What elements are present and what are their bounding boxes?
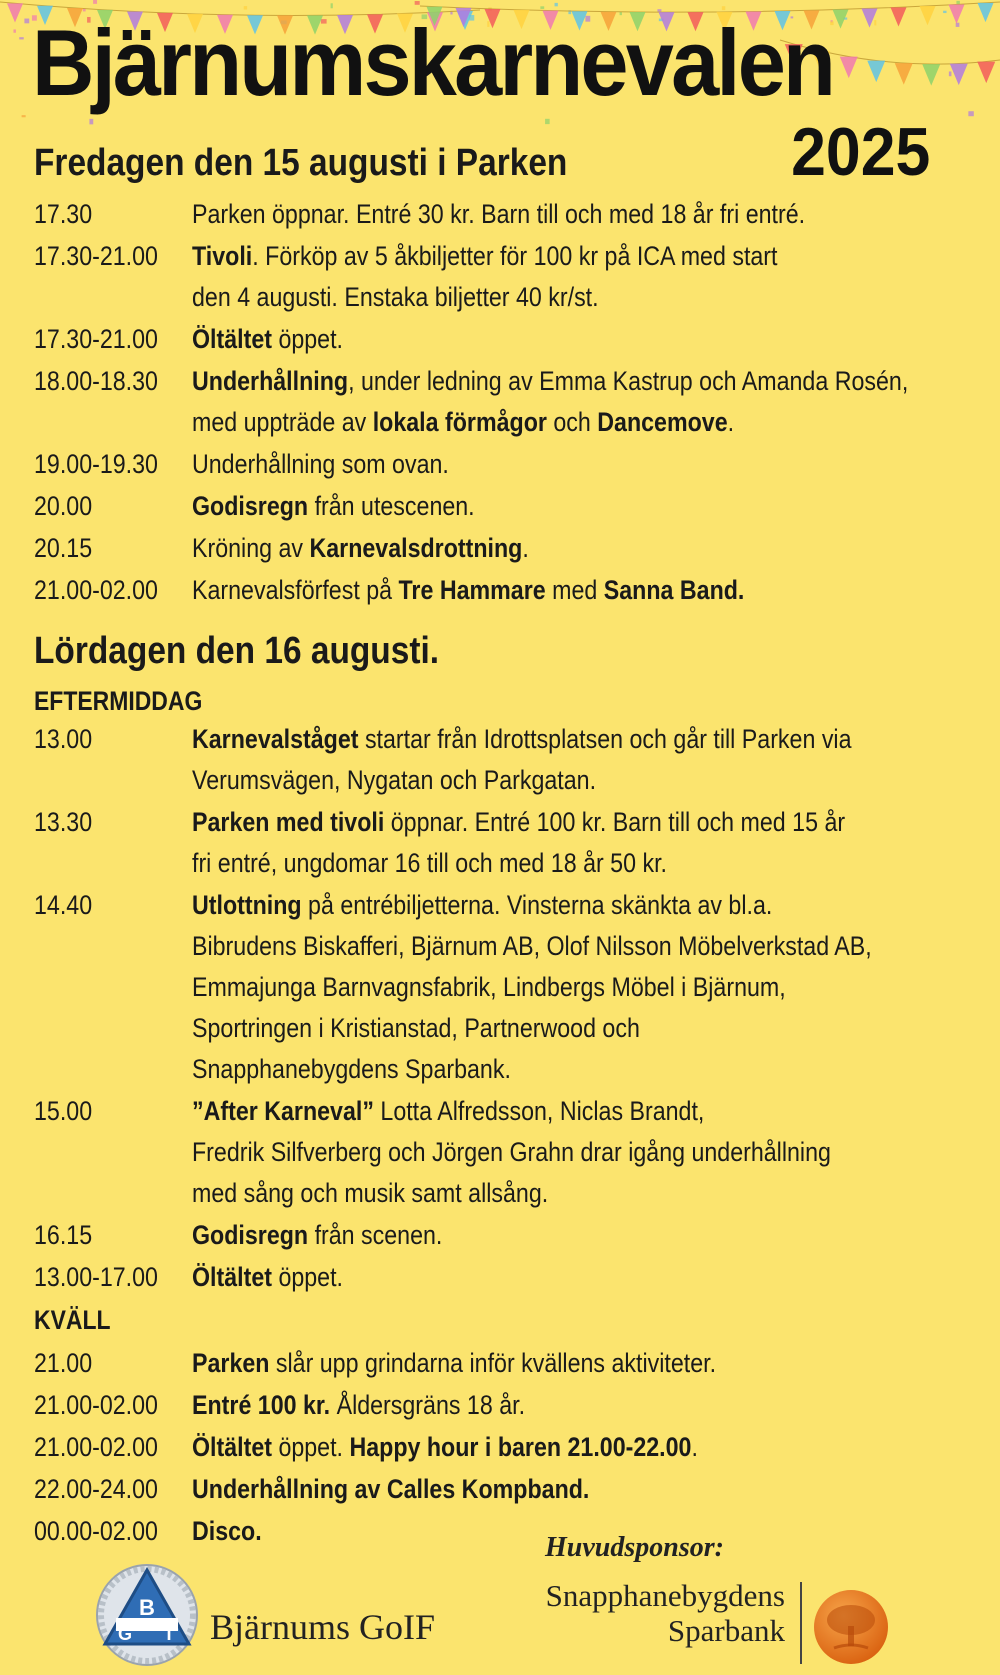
highlight-text: Öltältet: [192, 324, 272, 354]
highlight-text: Dancemove: [597, 407, 728, 437]
confetti-piece: [13, 29, 15, 32]
description-text: .: [691, 1432, 698, 1462]
schedule-description: [192, 361, 966, 443]
schedule-time: 20.00: [34, 491, 93, 521]
highlight-text: Öltältet: [192, 1432, 272, 1462]
svg-text:G: G: [117, 1624, 133, 1644]
description-text: Lotta Alfredsson, Niclas Brandt,: [373, 1096, 705, 1126]
highlight-text: Godisregn: [192, 1220, 309, 1250]
confetti-piece: [24, 19, 29, 24]
confetti-piece: [874, 20, 876, 25]
description-text: Sportringen i Kristianstad, Partnerwood och: [192, 1013, 640, 1043]
description-line: [192, 402, 966, 443]
pennant-flag: [950, 64, 968, 86]
description-text: Bibrudens Biskafferi, Bjärnum AB, Olof Nilsson Möbelverkstad AB,: [192, 931, 872, 961]
friday-heading: Fredagen den 15 augusti i Parken: [34, 142, 568, 184]
sponsor-divider: [800, 1582, 802, 1664]
highlight-text: Disco.: [192, 1516, 262, 1546]
description-text: Åldersgräns 18 år.: [330, 1390, 526, 1420]
pennant-flag: [978, 3, 994, 22]
description-line: [192, 967, 966, 1008]
afternoon-label: EFTERMIDDAG: [34, 686, 203, 716]
sponsor-name-line1: Snapphanebygdens: [545, 1578, 785, 1613]
description-text: på entrébiljetterna. Vinsterna skänkta av bl.a.: [301, 890, 773, 920]
description-line: [192, 1091, 966, 1132]
schedule-time: 21.00-02.00: [34, 575, 158, 605]
description-text: Fredrik Silfverberg och Jörgen Grahn drar igång underhållning: [192, 1137, 831, 1167]
pennant-flag: [949, 5, 965, 24]
description-line: [192, 719, 966, 760]
description-line: [192, 1257, 966, 1298]
sponsor-name: [546, 1578, 785, 1648]
schedule-time: 14.40: [34, 890, 93, 920]
description-line: [192, 760, 966, 801]
description-text: Underhållning som ovan.: [192, 449, 449, 479]
confetti-piece: [949, 71, 952, 76]
description-line: [192, 1132, 966, 1173]
schedule-time: 13.00: [34, 724, 93, 754]
highlight-text: Karnevalsdrottning: [309, 533, 523, 563]
highlight-text: Underhållning: [192, 366, 349, 396]
highlight-text: ”After Karneval”: [192, 1096, 374, 1126]
highlight-text: Tre Hammare: [398, 575, 546, 605]
description-text: , under ledning av Emma Kastrup och Amanda Rosén,: [348, 366, 909, 396]
schedule-description: [192, 194, 966, 235]
saturday-heading: Lördagen den 16 augusti.: [34, 630, 440, 672]
oak-tree-icon: [812, 1588, 890, 1666]
description-text: . Förköp av 5 åkbiljetter för 100 kr på ICA med start: [252, 241, 778, 271]
schedule-time: 13.30: [34, 807, 93, 837]
description-line: [192, 843, 966, 884]
confetti-piece: [956, 23, 960, 27]
description-text: den 4 augusti. Enstaka biljetter 40 kr/st.: [192, 282, 599, 312]
pennant-flag: [920, 6, 936, 25]
description-line: [192, 802, 966, 843]
svg-text:I: I: [166, 1624, 172, 1644]
highlight-text: Parken med tivoli: [192, 807, 385, 837]
schedule-description: [192, 528, 966, 569]
highlight-text: Underhållning av Calles Kompband.: [192, 1474, 590, 1504]
schedule-time: 19.00-19.30: [34, 449, 158, 479]
description-text: fri entré, ungdomar 16 till och med 18 år 50 kr.: [192, 848, 667, 878]
event-year: 2025: [790, 114, 930, 190]
highlight-text: lokala förmågor: [372, 407, 547, 437]
confetti-piece: [968, 111, 973, 116]
confetti-piece: [19, 37, 23, 39]
evening-label: KVÄLL: [34, 1305, 111, 1335]
schedule-time: 00.00-02.00: [34, 1516, 158, 1546]
footer: [0, 1530, 1000, 1675]
schedule-time: 22.00-24.00: [34, 1474, 158, 1504]
pennant-flag: [867, 61, 885, 83]
description-text: .: [522, 533, 529, 563]
schedule-description: [192, 1215, 966, 1256]
description-text: Kröning av: [192, 533, 310, 563]
schedule-time: 16.15: [34, 1220, 93, 1250]
description-line: [192, 926, 966, 967]
description-line: [192, 1049, 966, 1090]
highlight-text: Öltältet: [192, 1262, 272, 1292]
schedule-time: 17.30-21.00: [34, 241, 158, 271]
pennant-flag: [977, 62, 995, 84]
confetti-piece: [22, 115, 26, 117]
description-line: [192, 1008, 966, 1049]
confetti-piece: [93, 0, 97, 4]
schedule-description: [192, 1257, 966, 1298]
description-text: med uppträde av: [192, 407, 373, 437]
page-title: Bjärnumskarnevalen: [32, 10, 834, 115]
pennant-flag: [891, 7, 907, 26]
pennant-flag: [922, 64, 940, 86]
schedule-description: [192, 1385, 966, 1426]
confetti-piece: [943, 11, 946, 13]
description-text: med sång och musik samt allsång.: [192, 1178, 549, 1208]
description-text: öppnar. Entré 100 kr. Barn till och med 15 år: [384, 807, 846, 837]
svg-text:B: B: [139, 1595, 155, 1620]
confetti-piece: [545, 119, 550, 124]
schedule-description: [192, 570, 966, 611]
schedule-description: [192, 802, 966, 884]
highlight-text: Parken: [192, 1348, 270, 1378]
description-line: [192, 1427, 966, 1468]
description-text: .: [727, 407, 735, 437]
schedule-description: [192, 444, 966, 485]
description-text: från scenen.: [308, 1220, 443, 1250]
description-text: startar från Idrottsplatsen och går till Parken via: [358, 724, 852, 754]
description-line: [192, 1469, 966, 1510]
schedule-description: [192, 486, 966, 527]
description-text: öppet.: [271, 1262, 344, 1292]
highlight-text: Entré 100 kr.: [192, 1390, 331, 1420]
description-text: Emmajunga Barnvagnsfabrik, Lindbergs Möbel i Bjärnum,: [192, 972, 786, 1002]
description-line: [192, 1385, 966, 1426]
pennant-flag: [895, 63, 913, 85]
schedule-description: [192, 1343, 966, 1384]
description-line: [192, 194, 966, 235]
description-text: Snapphanebygdens Sparbank.: [192, 1054, 511, 1084]
pennant-flag: [840, 57, 858, 79]
schedule-description: [192, 1427, 966, 1468]
description-line: [192, 885, 966, 926]
description-text: slår upp grindarna inför kvällens aktiviteter.: [269, 1348, 717, 1378]
description-line: [192, 486, 966, 527]
schedule-time: 21.00: [34, 1348, 93, 1378]
goif-emblem-icon: [92, 1560, 202, 1670]
description-line: [192, 444, 966, 485]
schedule-time: 17.30: [34, 199, 93, 229]
confetti-piece: [89, 119, 93, 124]
schedule-time: 18.00-18.30: [34, 366, 158, 396]
schedule-description: [192, 236, 966, 318]
description-text: öppet.: [271, 324, 344, 354]
highlight-text: Utlottning: [192, 890, 302, 920]
highlight-text: Godisregn: [192, 491, 309, 521]
schedule-description: [192, 719, 966, 801]
pennant-flag: [7, 3, 23, 22]
description-line: [192, 361, 966, 402]
description-line: [192, 1173, 966, 1214]
schedule-time: 21.00-02.00: [34, 1390, 158, 1420]
schedule-time: 21.00-02.00: [34, 1432, 158, 1462]
description-text: och: [546, 407, 598, 437]
description-line: [192, 528, 966, 569]
schedule-time: 17.30-21.00: [34, 324, 158, 354]
description-line: [192, 570, 966, 611]
highlight-text: Happy hour i baren 21.00-22.00: [349, 1432, 692, 1462]
schedule-description: [192, 1091, 966, 1214]
description-text: öppet.: [271, 1432, 350, 1462]
description-line: [192, 319, 966, 360]
highlight-text: Tivoli: [192, 241, 253, 271]
description-line: [192, 1343, 966, 1384]
confetti-piece: [415, 1, 420, 5]
schedule-time: 20.15: [34, 533, 93, 563]
highlight-text: Karnevalståget: [192, 724, 359, 754]
description-line: [192, 236, 966, 277]
confetti-piece: [555, 3, 558, 6]
description-text: Verumsvägen, Nygatan och Parkgatan.: [192, 765, 597, 795]
schedule-time: 15.00: [34, 1096, 93, 1126]
description-line: [192, 277, 966, 318]
description-text: Karnevalsförfest på: [192, 575, 399, 605]
highlight-text: Sanna Band.: [603, 575, 745, 605]
schedule-description: [192, 885, 966, 1090]
description-line: [192, 1215, 966, 1256]
schedule-description: [192, 319, 966, 360]
sponsor-name-line2: Sparbank: [667, 1613, 785, 1648]
club-name: Bjärnums GoIF: [210, 1607, 435, 1647]
sponsor-label: Huvudsponsor:: [545, 1532, 724, 1563]
description-text: med: [545, 575, 604, 605]
description-text: Parken öppnar. Entré 30 kr. Barn till och med 18 år fri entré.: [192, 199, 806, 229]
schedule-description: [192, 1469, 966, 1510]
description-text: från utescenen.: [308, 491, 475, 521]
schedule-time: 13.00-17.00: [34, 1262, 158, 1292]
